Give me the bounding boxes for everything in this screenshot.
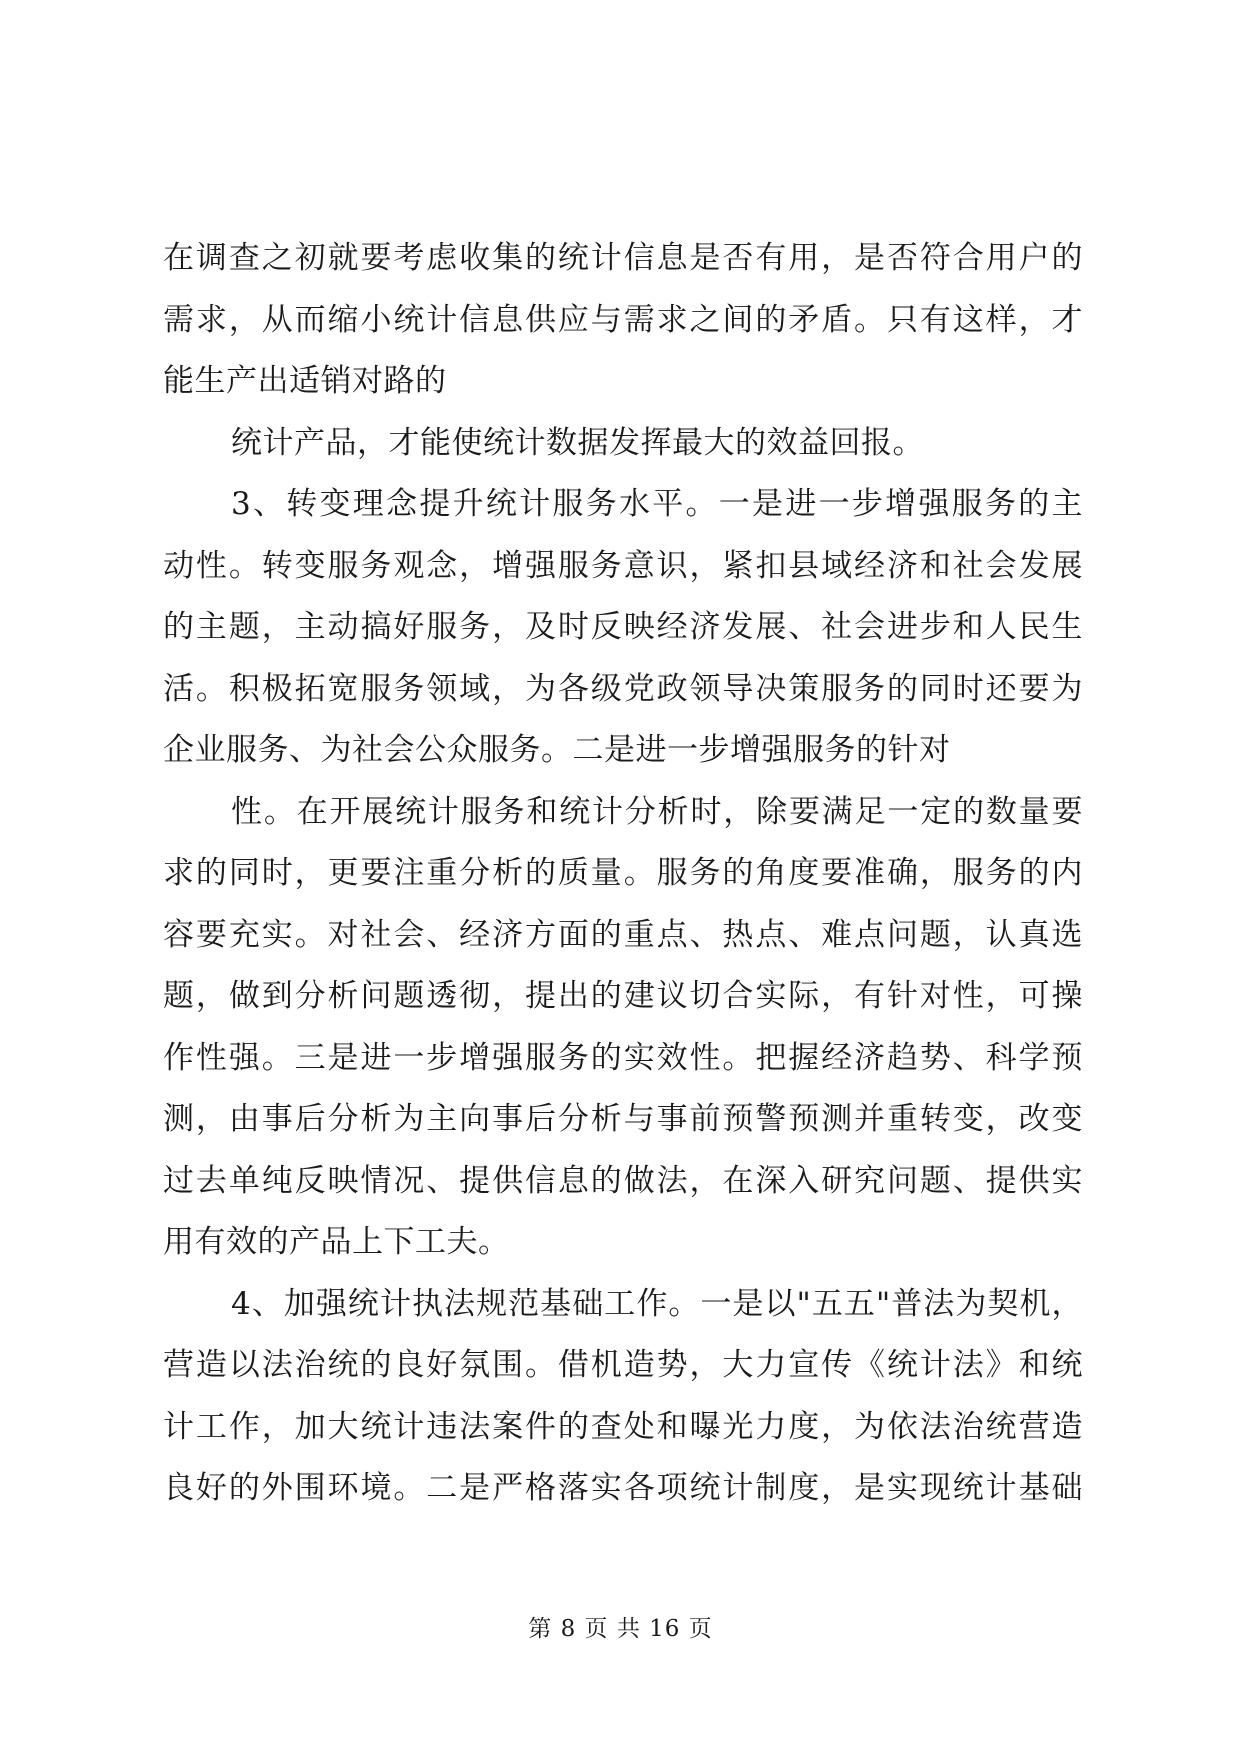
text-line: 作性强。三是进一步增强服务的实效性。把握经济趋势、科学预 bbox=[163, 1039, 1083, 1076]
text-line: 题，做到分析问题透彻，提出的建议切合实际，有针对性，可操 bbox=[163, 978, 1083, 1014]
text-line: 求的同时，更要注重分析的质量。服务的角度要准确，服务的内 bbox=[163, 855, 1083, 891]
text-line: 统计产品，才能使统计数据发挥最大的效益回报。 bbox=[231, 424, 924, 461]
text-line: 良好的外围环境。二是严格落实各项统计制度，是实现统计基础 bbox=[163, 1470, 1083, 1506]
text-line: 活。积极拓宽服务领域，为各级党政领导决策服务的同时还要为 bbox=[163, 670, 1083, 707]
text-line: 在调查之初就要考虑收集的统计信息是否有用，是否符合用户的 bbox=[163, 240, 1083, 276]
page-footer: 第 8 页 共 16 页 bbox=[528, 1616, 713, 1642]
text-line: 测，由事后分析为主向事后分析与事前预警预测并重转变，改变 bbox=[163, 1101, 1083, 1137]
text-line: 的主题，主动搞好服务，及时反映经济发展、社会进步和人民生 bbox=[163, 609, 1083, 645]
document-body bbox=[163, 228, 1083, 1520]
text-line: 容要充实。对社会、经济方面的重点、热点、难点问题，认真选 bbox=[163, 916, 1083, 953]
text-line: 动性。转变服务观念，增强服务意识，紧扣县域经济和社会发展 bbox=[163, 547, 1083, 584]
text-line: 性。在开展统计服务和统计分析时，除要满足一定的数量要 bbox=[231, 793, 1083, 830]
text-line: 企业服务、为社会公众服务。二是进一步增强服务的针对 bbox=[163, 732, 951, 768]
text-line: 营造以法治统的良好氛围。借机造势，大力宣传《统计法》和统 bbox=[163, 1347, 1083, 1383]
text-line: 3、转变理念提升统计服务水平。一是进一步增强服务的主 bbox=[231, 486, 1083, 522]
text-line: 用有效的产品上下工夫。 bbox=[163, 1224, 510, 1260]
text-line: 过去单纯反映情况、提供信息的做法，在深入研究问题、提供实 bbox=[163, 1162, 1083, 1199]
text-line: 能生产出适销对路的 bbox=[163, 363, 447, 399]
text-line: 4、加强统计执法规范基础工作。一是以"五五"普法为契机， bbox=[231, 1285, 1083, 1322]
text-line: 需求，从而缩小统计信息供应与需求之间的矛盾。只有这样，才 bbox=[163, 301, 1083, 338]
text-line: 计工作，加大统计违法案件的查处和曝光力度，为依法治统营造 bbox=[163, 1408, 1083, 1445]
